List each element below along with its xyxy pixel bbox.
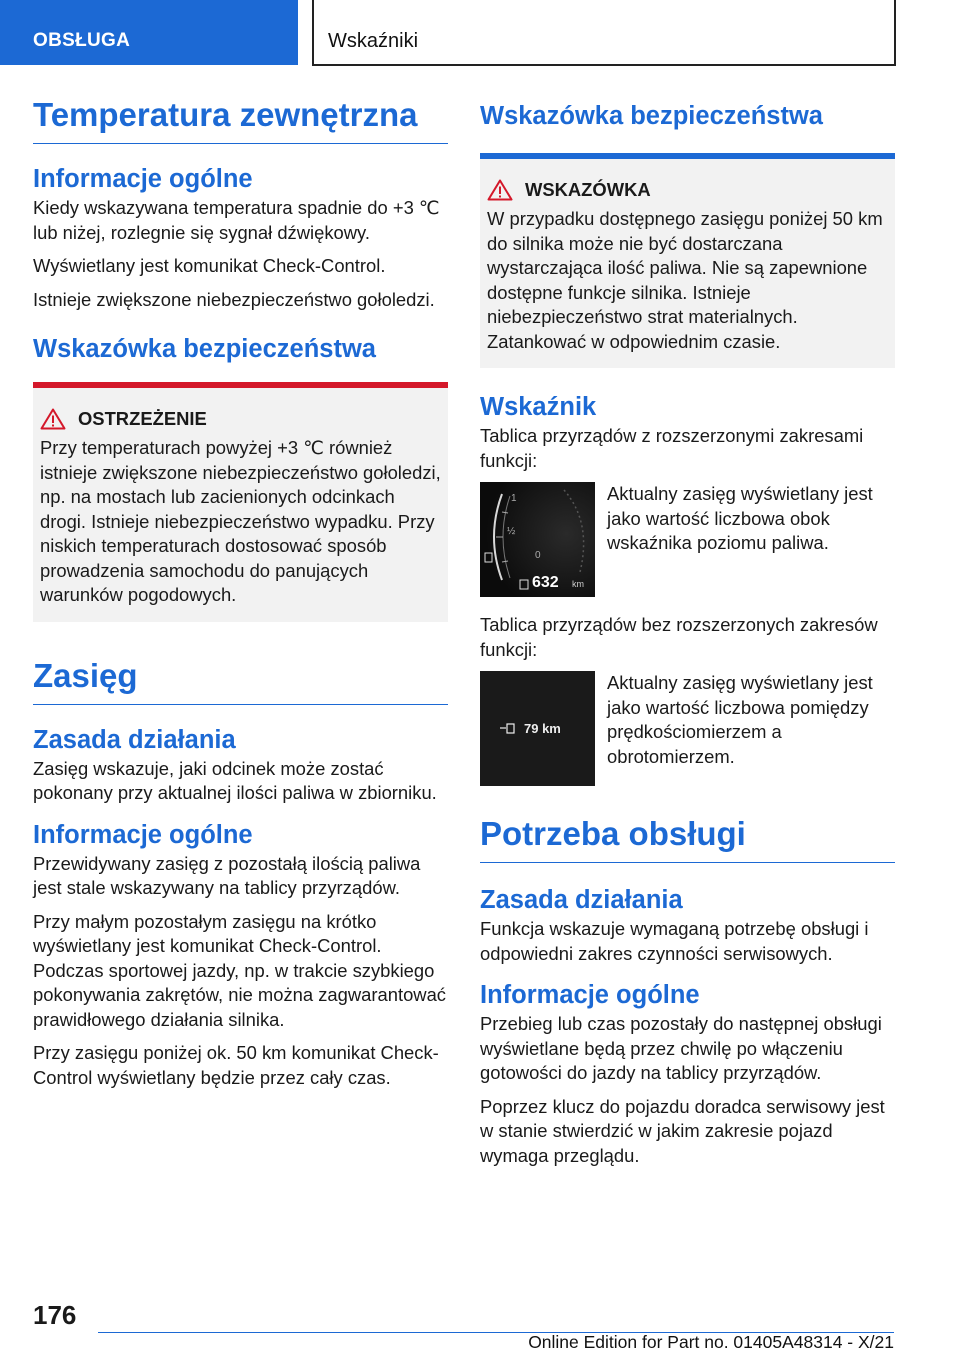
warning-icon xyxy=(40,408,66,430)
gauge-mark-empty: 0 xyxy=(535,550,541,561)
service-paragraph-2: Poprzez klucz do pojazdu doradca serwisowy jest w stanie stwierdzić w jakim zakresie pojazd wymaga przeglądu. xyxy=(480,1095,885,1166)
range-paragraph-2: Przy małym pozostałym zasięgu na krótko wyświetlany jest komunikat Check-Control. Podczas sportowej jazdy, np. w trakcie szybkiego pokonywania zakrętów, nie można zagwarantować prawidłowego działania silnika. xyxy=(33,910,446,1030)
figure-caption-extended: Aktualny zasięg wyświetlany jest jako wartość liczbowa obok wskaźnika poziomu paliwa. xyxy=(607,483,873,553)
safety-heading-left: Wskazówka bezpieczeństwa xyxy=(33,335,376,363)
warning-box xyxy=(33,382,448,622)
temp-info-heading: Informacje ogólne xyxy=(33,165,253,193)
range-paragraph-3: Przy zasięgu poniżej ok. 50 km komunikat Check-Control wyświetlany będzie przez cały czas. xyxy=(33,1042,439,1088)
service-principle-text: Funkcja wskazuje wymaganą potrzebę obsługi i odpowiedni zakres czynności serwisowych. xyxy=(480,918,869,964)
chapter-box xyxy=(312,0,896,66)
indicator-paragraph-2: Tablica przyrządów bez rozszerzonych zakresów funkcji: xyxy=(480,614,878,660)
warning-title xyxy=(40,408,441,430)
left-column xyxy=(33,95,448,1099)
figure-row-extended xyxy=(480,482,895,597)
gauge-mark-half: ½ xyxy=(507,526,516,537)
gauge-mark-full: 1 xyxy=(511,493,517,504)
fuel-gauge-image xyxy=(480,482,595,597)
figure-caption-basic: Aktualny zasięg wyświetlany jest jako wartość liczbowa pomiędzy prędkościomierzem a obrotomierzem. xyxy=(607,672,873,767)
safety-heading-right: Wskazówka bezpieczeństwa xyxy=(480,102,823,130)
warning-label: OSTRZEŻENIE xyxy=(78,408,207,429)
gauge-range-unit: km xyxy=(572,579,584,589)
range-principle-text: Zasięg wskazuje, jaki odcinek może zostać pokonany przy aktualnej ilości paliwa w zbiorniku. xyxy=(33,757,437,803)
temp-title: Temperatura zewnętrzna xyxy=(33,95,448,144)
range-title: Zasięg xyxy=(33,656,448,705)
service-title: Potrzeba obsługi xyxy=(480,814,895,863)
figure-row-basic xyxy=(480,671,895,786)
range-display-image xyxy=(480,671,595,786)
warning-icon xyxy=(487,179,513,201)
range-readout: 79 km xyxy=(524,721,561,736)
indicator-heading: Wskaźnik xyxy=(480,393,597,421)
note-box xyxy=(480,153,895,368)
indicator-paragraph-1: Tablica przyrządów z rozszerzonymi zakresami funkcji: xyxy=(480,425,864,471)
temp-paragraph-2: Wyświetlany jest komunikat Check-Control. xyxy=(33,255,386,276)
chapter-label: Wskaźniki xyxy=(328,30,419,52)
range-info-heading: Informacje ogólne xyxy=(33,820,253,849)
warning-text: Przy temperaturach powyżej +3 ℃ również istnieje zwiększone niebezpieczeństwo gołoledzi, np. na mostach lub zacienionych odcinkach drogi. Istnieje niebezpieczeństwo wypadku. Przy niskich temperaturach dostosować sposób prowadzenia samochodu do panujących warunków pogodowych. xyxy=(40,437,441,605)
section-tab xyxy=(0,0,298,65)
range-paragraph-1: Przewidywany zasięg z pozostałą ilością paliwa jest stale wskazywany na tablicy przyrządów. xyxy=(33,852,421,898)
temp-paragraph-1: Kiedy wskazywana temperatura spadnie do +3 ℃ lub niżej, rozlegnie się sygnał dźwiękowy. xyxy=(33,197,440,243)
page-number: 176 xyxy=(33,1300,77,1330)
service-paragraph-1: Przebieg lub czas pozostały do następnej obsługi wyświetlane będą przez chwilę po włączeniu gotowości do jazdy na tablicy przyrządów. xyxy=(480,1013,882,1083)
range-principle-heading: Zasada działania xyxy=(33,725,236,754)
note-label: WSKAZÓWKA xyxy=(525,179,651,200)
note-title xyxy=(487,179,888,201)
right-column xyxy=(480,95,895,1177)
service-info-heading: Informacje ogólne xyxy=(480,981,700,1009)
service-principle-heading: Zasada działania xyxy=(480,886,683,914)
note-text: W przypadku dostępnego zasięgu poniżej 50 km do silnika może nie być dostarczana wystarczająca ilość paliwa. Nie są zapewnione dostępne funkcje silnika. Istnieje niebezpieczeństwo strat materialnych. Zatankować w odpowiednim czasie. xyxy=(487,208,883,352)
gauge-range-value: 632 xyxy=(532,574,559,591)
temp-paragraph-3: Istnieje zwiększone niebezpieczeństwo gołoledzi. xyxy=(33,288,435,310)
section-label: OBSŁUGA xyxy=(33,30,131,51)
footer-edition: Online Edition for Part no. 01405A48314 - X/21 xyxy=(528,1332,894,1352)
